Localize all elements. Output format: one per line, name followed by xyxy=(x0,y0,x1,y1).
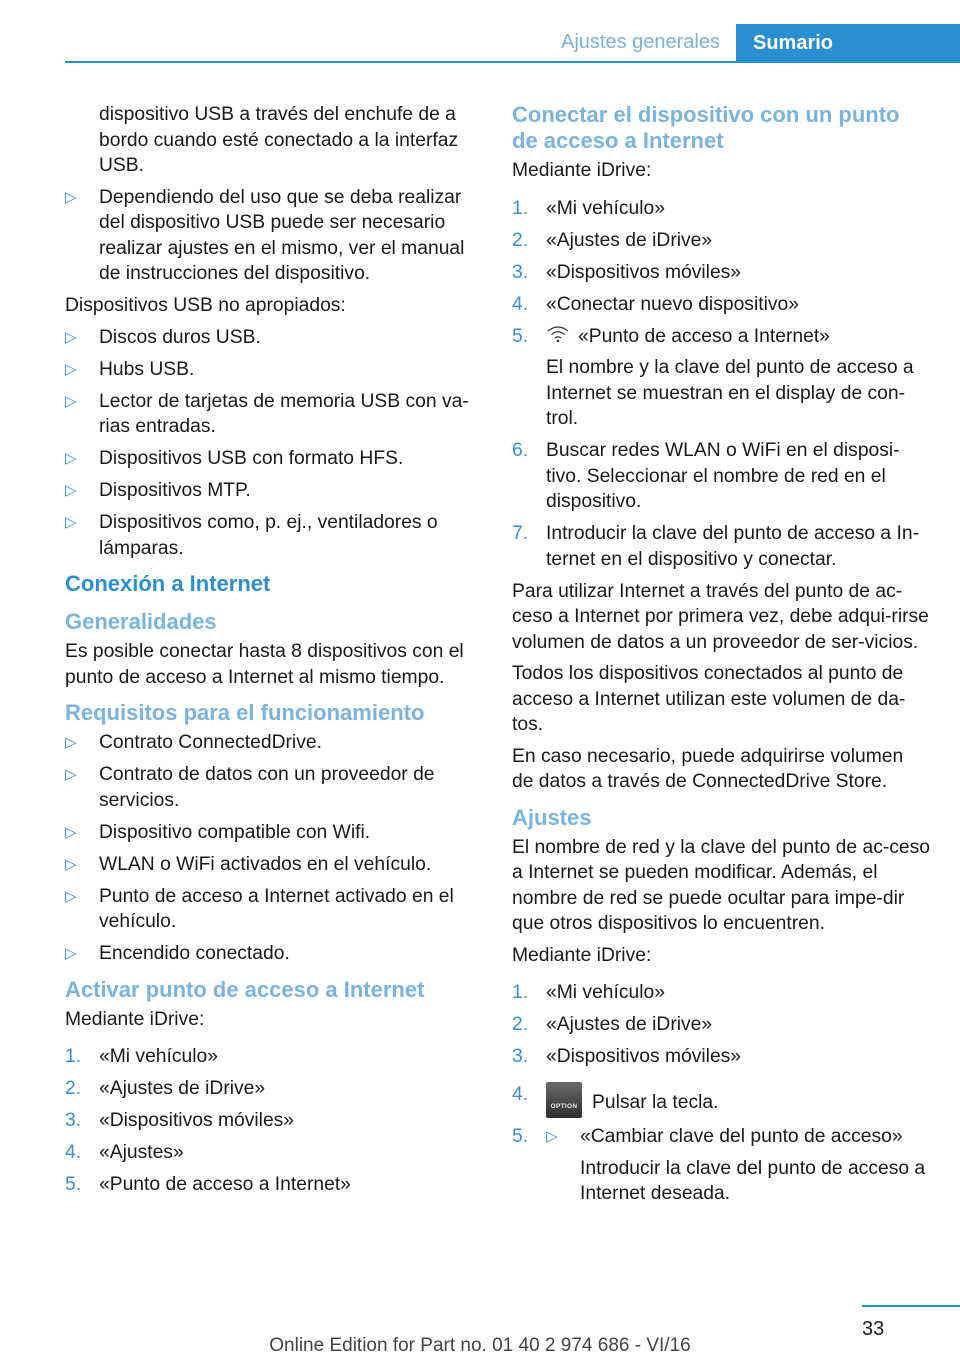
sub-bullet: ▷ «Cambiar clave del punto de acceso» Introducir la clave del punto de acceso a Internet deseada. xyxy=(546,1124,930,1207)
list-item: 5. ▷ «Cambiar clave del punto de acceso» Introducir la clave del punto de acceso a Internet deseada. xyxy=(512,1124,930,1207)
page-header xyxy=(0,24,960,62)
bullet-triangle-icon: ▷ xyxy=(65,360,77,378)
via-idrive-label: Mediante iDrive: xyxy=(65,1008,205,1030)
list-item: 6. Buscar redes WLAN o WiFi en el disposi‐tivo. Seleccionar el nombre de red en el dispositivo. xyxy=(512,440,900,512)
list-item: ▷ Dependiendo del uso que se deba realizar del dispositivo USB puede ser necesario realizar ajustes en el mismo, ver el manual de instrucciones del dispositivo. xyxy=(65,186,465,284)
list-item: 2. «Ajustes de iDrive» xyxy=(65,1078,266,1099)
bullet-triangle-icon: ▷ xyxy=(65,855,77,873)
list-item: ▷ Discos duros USB. xyxy=(65,325,480,351)
right-column xyxy=(512,102,930,1213)
list-item: ▷ WLAN o WiFi activados en el vehículo. xyxy=(65,852,480,878)
bullet-triangle-icon: ▷ xyxy=(65,392,77,410)
bullet-triangle-icon: ▷ xyxy=(65,188,77,206)
connect-steps xyxy=(512,196,930,573)
heading-activate-hotspot: Activar punto de acceso a Internet xyxy=(65,976,425,1002)
bullet-triangle-icon: ▷ xyxy=(65,945,77,962)
heading-requirements: Requisitos para el funcionamiento xyxy=(65,700,425,725)
requirements-list xyxy=(65,730,480,967)
settings-steps xyxy=(512,980,930,1207)
page-number: 33 xyxy=(862,1318,885,1340)
list-item: ▷ Encendido conectado. xyxy=(65,941,480,967)
list-item: ▷ Dispositivos MTP. xyxy=(65,478,480,504)
edition-footer: Online Edition for Part no. 01 40 2 974 686 - VI/16 xyxy=(269,1335,691,1356)
settings-text: El nombre de red y la clave del punto de ac‐ceso a Internet se pueden modificar. Además, el nombre de red se puede ocultar para impe‐dir que otros dispositivos lo encuentren. xyxy=(512,836,931,934)
list-item: ▷ Contrato ConnectedDrive. xyxy=(65,730,480,756)
bullet-triangle-icon: ▷ xyxy=(65,514,77,531)
list-item: ▷ Hubs USB. xyxy=(65,357,480,383)
list-item: 1. «Mi vehículo» xyxy=(512,982,665,1003)
via-idrive-label: Mediante iDrive: xyxy=(512,160,652,181)
option-key-icon: OPTION xyxy=(546,1082,582,1118)
usb-intro-continued: dispositivo USB a través del enchufe de a bordo cuando esté conectado a la interfaz USB. xyxy=(99,104,459,176)
list-item: 4. OPTION Pulsar la tecla. xyxy=(512,1082,930,1118)
bullet-triangle-icon: ▷ xyxy=(65,823,77,841)
step-note: El nombre y la clave del punto de acceso a Internet se muestran en el display de con‐trol. xyxy=(546,357,914,429)
heading-general: Generalidades xyxy=(65,609,217,634)
bullet-triangle-icon: ▷ xyxy=(65,766,77,783)
header-tab-summary[interactable]: Sumario xyxy=(736,24,960,62)
list-item: ▷ Dispositivos USB con formato HFS. xyxy=(65,446,480,472)
list-item: 1. «Mi vehículo» xyxy=(512,197,665,219)
list-item: 4. «Conectar nuevo dispositivo» xyxy=(512,293,799,315)
bullet-triangle-icon: ▷ xyxy=(65,734,77,751)
bullet-triangle-icon: ▷ xyxy=(65,482,77,499)
paragraph: En caso necesario, puede adquirirse volumen de datos a través de ConnectedDrive Store. xyxy=(512,745,904,792)
heading-settings: Ajustes xyxy=(512,804,592,830)
bullet-triangle-icon: ▷ xyxy=(65,887,77,905)
bullet-triangle-icon: ▷ xyxy=(546,1128,558,1145)
left-column xyxy=(65,102,480,1204)
list-item: 3. «Dispositivos móviles» xyxy=(65,1110,295,1131)
bullet-triangle-icon: ▷ xyxy=(65,328,77,346)
list-item: ▷ Punto de acceso a Internet activado en el vehículo. xyxy=(65,885,454,932)
list-item: 3. «Dispositivos móviles» xyxy=(512,261,742,283)
list-item: ▷ Contrato de datos con un proveedor de servicios. xyxy=(65,764,435,811)
list-item: 5. «Punto de acceso a Internet» El nombre y la clave del punto de acceso a Internet se muestran en el display de con‐trol. xyxy=(512,324,930,432)
paragraph: Para utilizar Internet a través del punto de ac‐ceso a Internet por primera vez, debe adqui‐rirse volumen de datos a un proveedor de ser‐vicios. xyxy=(512,580,929,653)
list-item: ▷ Dispositivos como, p. ej., ventiladores o lámparas. xyxy=(65,512,438,559)
unsuitable-title: Dispositivos USB no apropiados: xyxy=(65,295,346,316)
list-item: 7. Introducir la clave del punto de acceso a In‐ternet en el dispositivo y conectar. xyxy=(512,523,919,570)
general-text: Es posible conectar hasta 8 dispositivos con el punto de acceso a Internet al mismo tiempo. xyxy=(65,641,464,688)
activate-steps xyxy=(65,1044,480,1198)
list-item: 2. «Ajustes de iDrive» xyxy=(512,229,713,251)
list-item: 1. «Mi vehículo» xyxy=(65,1046,218,1067)
via-idrive-label: Mediante iDrive: xyxy=(512,944,652,966)
footer-rule xyxy=(862,1305,960,1307)
usb-intro-list xyxy=(65,185,480,287)
heading-internet-connection: Conexión a Internet xyxy=(65,571,271,596)
unsuitable-list xyxy=(65,325,480,562)
list-item: 4. «Ajustes» xyxy=(65,1142,184,1163)
list-item: ▷ Lector de tarjetas de memoria USB con va‐rias entradas. xyxy=(65,390,469,437)
heading-connect-device: Conectar el dispositivo con un punto de acceso a Internet xyxy=(512,102,900,153)
list-item: ▷ Dispositivo compatible con Wifi. xyxy=(65,820,480,846)
header-section-title: Ajustes generales xyxy=(561,31,720,53)
list-item: 5. «Punto de acceso a Internet» xyxy=(65,1174,351,1195)
step-note: Introducir la clave del punto de acceso a Internet deseada. xyxy=(580,1157,926,1204)
list-item: 3. «Dispositivos móviles» xyxy=(512,1046,742,1067)
list-item: 2. «Ajustes de iDrive» xyxy=(512,1014,713,1035)
paragraph: Todos los dispositivos conectados al punto de acceso a Internet utilizan este volumen de da‐tos. xyxy=(512,663,906,735)
bullet-triangle-icon: ▷ xyxy=(65,450,77,467)
wifi-hotspot-icon xyxy=(546,324,570,344)
